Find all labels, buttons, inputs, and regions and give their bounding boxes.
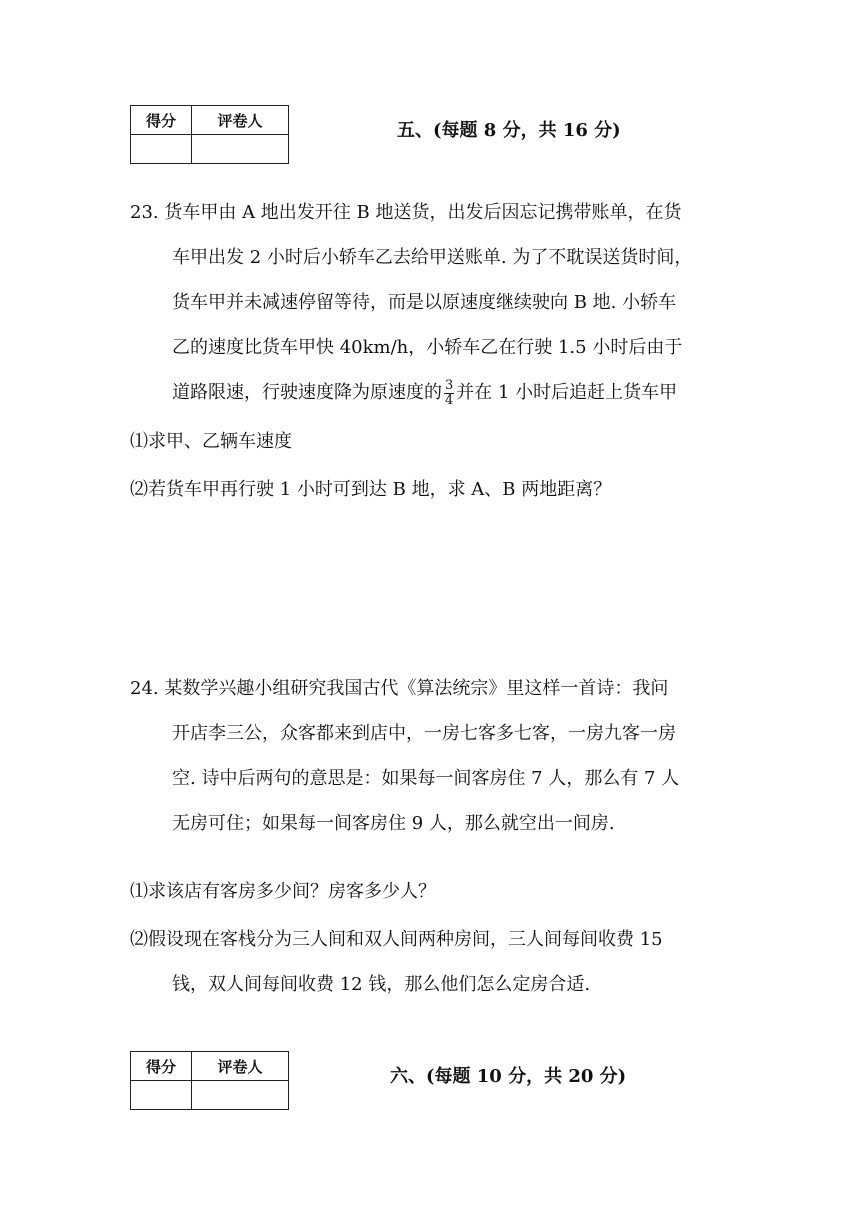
q24-line-2: 开店李三公，众客都来到店中，一房七客多七客，一房九客一房	[172, 723, 676, 744]
q24-line-3: 空. 诗中后两句的意思是：如果每一间客房住 7 人，那么有 7 人	[172, 768, 680, 789]
q23-line-5	[130, 370, 750, 415]
grader-cell	[192, 135, 289, 164]
grader-cell	[192, 1081, 289, 1110]
score-cell	[131, 1081, 192, 1110]
q24-sub-2	[130, 917, 750, 1007]
grader-label: 评卷人	[192, 106, 289, 135]
q24-sub-2-line-2: 钱，双人间每间收费 12 钱，那么他们怎么定房合适.	[172, 974, 591, 995]
fraction-denominator: 4	[445, 392, 454, 408]
q23-sub-1: ⑴求甲、乙辆车速度	[130, 431, 292, 452]
q23-sub-2: ⑵若货车甲再行驶 1 小时可到达 B 地，求 A、B 两地距离？	[130, 479, 612, 500]
q23-line-5-post: 并在 1 小时后追赶上货车甲	[456, 382, 678, 403]
score-table-2	[130, 1051, 289, 1110]
grader-label: 评卷人	[192, 1052, 289, 1081]
q24-line-4: 无房可住；如果每一间客房住 9 人，那么就空出一间房.	[172, 813, 615, 834]
fraction-numerator: 3	[445, 377, 454, 393]
question-24	[130, 666, 750, 846]
q24-sub-1: ⑴求该店有客房多少间？房客多少人？	[130, 881, 436, 902]
q24-sub-2-line-1: ⑵假设现在客栈分为三人间和双人间两种房间，三人间每间收费 15	[130, 929, 663, 950]
q23-line-2: 车甲出发 2 小时后小轿车乙去给甲送账单. 为了不耽误送货时间，	[172, 247, 693, 268]
q23-line-3: 货车甲并未减速停留等待，而是以原速度继续驶向 B 地. 小轿车	[172, 292, 677, 313]
score-label: 得分	[131, 1052, 192, 1081]
score-cell	[131, 135, 192, 164]
q23-line-4: 乙的速度比货车甲快 40km/h，小轿车乙在行驶 1.5 小时后由于	[172, 337, 683, 358]
q23-line-5-pre: 道路限速，行驶速度降为原速度的	[172, 382, 442, 403]
question-23	[130, 190, 750, 415]
q23-line-1: 23. 货车甲由 A 地出发开往 B 地送货，出发后因忘记携带账单，在货	[130, 202, 682, 223]
score-label: 得分	[131, 106, 192, 135]
score-table-1	[130, 105, 289, 164]
fraction-three-quarters	[444, 379, 454, 408]
q24-line-1: 24. 某数学兴趣小组研究我国古代《算法统宗》里这样一首诗：我问	[130, 678, 669, 699]
section-5-title: 五、(每题 8 分，共 16 分)	[397, 120, 621, 141]
section-6-title: 六、(每题 10 分，共 20 分)	[390, 1066, 627, 1087]
